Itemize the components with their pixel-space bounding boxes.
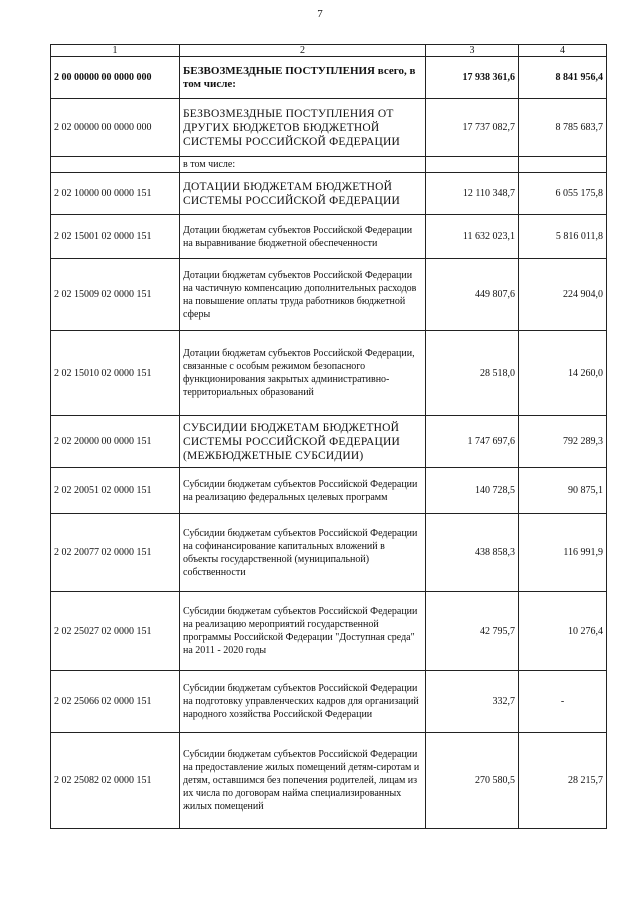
- budget-code: 2 02 15009 02 0000 151: [51, 259, 180, 331]
- table-row: [51, 592, 607, 671]
- budget-code: 2 02 25027 02 0000 151: [51, 592, 180, 671]
- revenue-name: Дотации бюджетам субъектов Российской Федерации на выравнивание бюджетной обеспеченности: [180, 215, 426, 259]
- budget-code: 2 02 25082 02 0000 151: [51, 733, 180, 829]
- budget-code: 2 02 20077 02 0000 151: [51, 514, 180, 592]
- revenue-name: Субсидии бюджетам субъектов Российской Федерации на реализацию мероприятий государственной программы Российской Федерации "Доступная среда" на 2011 - 2020 годы: [180, 592, 426, 671]
- amount-col4: 6 055 175,8: [519, 173, 607, 215]
- amount-col4: [519, 157, 607, 173]
- revenue-name: Дотации бюджетам субъектов Российской Федерации на частичную компенсацию дополнительных расходов на повышение оплаты труда работников бюджетной сферы: [180, 259, 426, 331]
- table-row: [51, 57, 607, 99]
- table-row: [51, 733, 607, 829]
- amount-col3: 28 518,0: [426, 331, 519, 416]
- amount-col3: 42 795,7: [426, 592, 519, 671]
- revenue-name: БЕЗВОЗМЕЗДНЫЕ ПОСТУПЛЕНИЯ всего, в том числе:: [180, 57, 426, 99]
- budget-code: 2 02 25066 02 0000 151: [51, 671, 180, 733]
- amount-col4: 5 816 011,8: [519, 215, 607, 259]
- page-number: 7: [317, 8, 323, 20]
- revenue-name: Дотации бюджетам субъектов Российской Федерации, связанные с особым режимом безопасного функционирования закрытых административно-территориальных образований: [180, 331, 426, 416]
- amount-col4: 116 991,9: [519, 514, 607, 592]
- budget-revenue-table: [50, 44, 607, 829]
- amount-col3: 332,7: [426, 671, 519, 733]
- budget-code: [51, 157, 180, 173]
- amount-col4: -: [519, 671, 607, 733]
- table-row: [51, 331, 607, 416]
- revenue-name: в том числе:: [180, 157, 426, 173]
- revenue-name: Субсидии бюджетам субъектов Российской Федерации на софинансирование капитальных вложений в объекты государственной (муниципальной) собственности: [180, 514, 426, 592]
- column-number-1: 1: [51, 45, 180, 57]
- budget-code: 2 02 15010 02 0000 151: [51, 331, 180, 416]
- budget-code: 2 00 00000 00 0000 000: [51, 57, 180, 99]
- amount-col3: 449 807,6: [426, 259, 519, 331]
- budget-code: 2 02 20051 02 0000 151: [51, 468, 180, 514]
- amount-col3: 1 747 697,6: [426, 416, 519, 468]
- amount-col4: 10 276,4: [519, 592, 607, 671]
- amount-col3: 140 728,5: [426, 468, 519, 514]
- revenue-name: Субсидии бюджетам субъектов Российской Федерации на реализацию федеральных целевых программ: [180, 468, 426, 514]
- table-row: [51, 514, 607, 592]
- revenue-name: ДОТАЦИИ БЮДЖЕТАМ БЮДЖЕТНОЙ СИСТЕМЫ РОССИЙСКОЙ ФЕДЕРАЦИИ: [180, 173, 426, 215]
- table-row: [51, 416, 607, 468]
- revenue-name: Субсидии бюджетам субъектов Российской Федерации на подготовку управленческих кадров для организаций народного хозяйства Российской Федерации: [180, 671, 426, 733]
- table-row: [51, 215, 607, 259]
- amount-col3: 11 632 023,1: [426, 215, 519, 259]
- amount-col3: 438 858,3: [426, 514, 519, 592]
- table-row: [51, 157, 607, 173]
- revenue-name: СУБСИДИИ БЮДЖЕТАМ БЮДЖЕТНОЙ СИСТЕМЫ РОССИЙСКОЙ ФЕДЕРАЦИИ (МЕЖБЮДЖЕТНЫЕ СУБСИДИИ): [180, 416, 426, 468]
- amount-col4: 224 904,0: [519, 259, 607, 331]
- table-row: [51, 259, 607, 331]
- budget-code: 2 02 10000 00 0000 151: [51, 173, 180, 215]
- table-header-row: [51, 45, 607, 57]
- table-row: [51, 99, 607, 157]
- revenue-name: БЕЗВОЗМЕЗДНЫЕ ПОСТУПЛЕНИЯ ОТ ДРУГИХ БЮДЖЕТОВ БЮДЖЕТНОЙ СИСТЕМЫ РОССИЙСКОЙ ФЕДЕРАЦИИ: [180, 99, 426, 157]
- amount-col3: [426, 157, 519, 173]
- amount-col4: 8 785 683,7: [519, 99, 607, 157]
- budget-code: 2 02 15001 02 0000 151: [51, 215, 180, 259]
- budget-code: 2 02 00000 00 0000 000: [51, 99, 180, 157]
- budget-code: 2 02 20000 00 0000 151: [51, 416, 180, 468]
- amount-col3: 270 580,5: [426, 733, 519, 829]
- column-number-3: 3: [426, 45, 519, 57]
- amount-col3: 17 938 361,6: [426, 57, 519, 99]
- amount-col3: 17 737 082,7: [426, 99, 519, 157]
- revenue-name: Субсидии бюджетам субъектов Российской Федерации на предоставление жилых помещений детям-сиротам и детям, оставшимся без попечения родителей, лицам из их числа по договорам найма специализированных жилых помещений: [180, 733, 426, 829]
- column-number-2: 2: [180, 45, 426, 57]
- table-row: [51, 173, 607, 215]
- amount-col4: 792 289,3: [519, 416, 607, 468]
- table-row: [51, 671, 607, 733]
- amount-col4: 28 215,7: [519, 733, 607, 829]
- amount-col3: 12 110 348,7: [426, 173, 519, 215]
- amount-col4: 8 841 956,4: [519, 57, 607, 99]
- table-row: [51, 468, 607, 514]
- amount-col4: 90 875,1: [519, 468, 607, 514]
- amount-col4: 14 260,0: [519, 331, 607, 416]
- column-number-4: 4: [519, 45, 607, 57]
